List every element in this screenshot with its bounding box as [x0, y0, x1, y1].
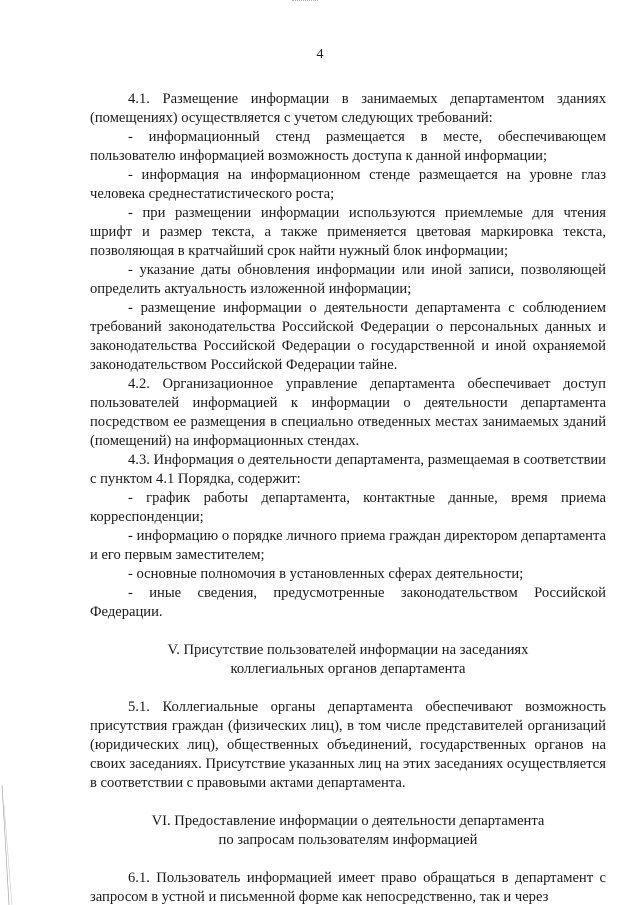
section-5-heading: [90, 641, 606, 679]
paragraph-6-1: 6.1. Пользователь информацией имеет право обращаться в департамент с запросом в устной и письменной форме как непосредственно, так и через: [90, 870, 606, 905]
section-heading-line: V. Присутствие пользователей информации на заседаниях: [167, 642, 529, 658]
section-6-heading: [90, 812, 606, 850]
section-heading-line: VI. Предоставление информации о деятельности департамента: [151, 813, 545, 829]
scan-artifact-edge: [0, 785, 14, 905]
section-heading-line: коллегиальных органов департамента: [230, 661, 466, 677]
spacer: [90, 850, 606, 869]
paragraph-4-2: 4.2. Организационное управление департамента обеспечивает доступ пользователей информацией к информации о деятельности департамента посредством ее размещения в специально отведенных местах занимаемых зданий (помещений) на информационных стендах.: [90, 376, 606, 449]
page-number: 4: [316, 47, 324, 62]
content-item: - график работы департамента, контактные данные, время приема корреспонденции;: [90, 490, 606, 525]
paragraph-5-1: 5.1. Коллегиальные органы департамента обеспечивают возможность присутствия граждан (физических лиц), в том числе представителей организаций (юридических лиц), общественных объединений, государственных органов на своих заседаниях. Присутствие указанных лиц на этих заседаниях осуществляется в соответствии с правовыми актами департамента.: [90, 699, 606, 791]
paragraph-4-1: 4.1. Размещение информации в занимаемых департаментом зданиях (помещениях) осуществляется с учетом следующих требований:: [90, 91, 606, 126]
paragraph-4-3: 4.3. Информация о деятельности департамента, размещаемая в соответствии с пунктом 4.1 Порядка, содержит:: [90, 452, 606, 487]
requirement-item: - размещение информации о деятельности департамента с соблюдением требований законодательства Российской Федерации о персональных данных и законодательства Российской Федерации о государственной и иной охраняемой законодательством Российской Федерации тайне.: [90, 300, 606, 373]
document-body: [90, 90, 606, 905]
requirement-item: - информационный стенд размещается в месте, обеспечивающем пользователю информацией возможность доступа к данной информации;: [90, 129, 606, 164]
content-item: - информацию о порядке личного приема граждан директором департамента и его первым заместителем;: [90, 528, 606, 563]
spacer: [90, 793, 606, 812]
spacer: [90, 622, 606, 641]
content-item: - иные сведения, предусмотренные законодательством Российской Федерации.: [90, 585, 606, 620]
requirement-item: - информация на информационном стенде размещается на уровне глаз человека среднестатистического роста;: [90, 167, 606, 202]
section-heading-line: по запросам пользователям информацией: [218, 832, 478, 848]
spacer: [90, 679, 606, 698]
content-item: - основные полномочия в установленных сферах деятельности;: [128, 566, 524, 582]
requirement-item: - указание даты обновления информации или иной записи, позволяющей определить актуальность изложенной информации;: [90, 262, 606, 297]
requirement-item: - при размещении информации используются приемлемые для чтения шрифт и размер текста, а также применяется цветовая маркировка текста, позволяющая в кратчайший срок найти нужный блок информации;: [90, 205, 606, 259]
scan-artifact-top: [292, 0, 318, 4]
